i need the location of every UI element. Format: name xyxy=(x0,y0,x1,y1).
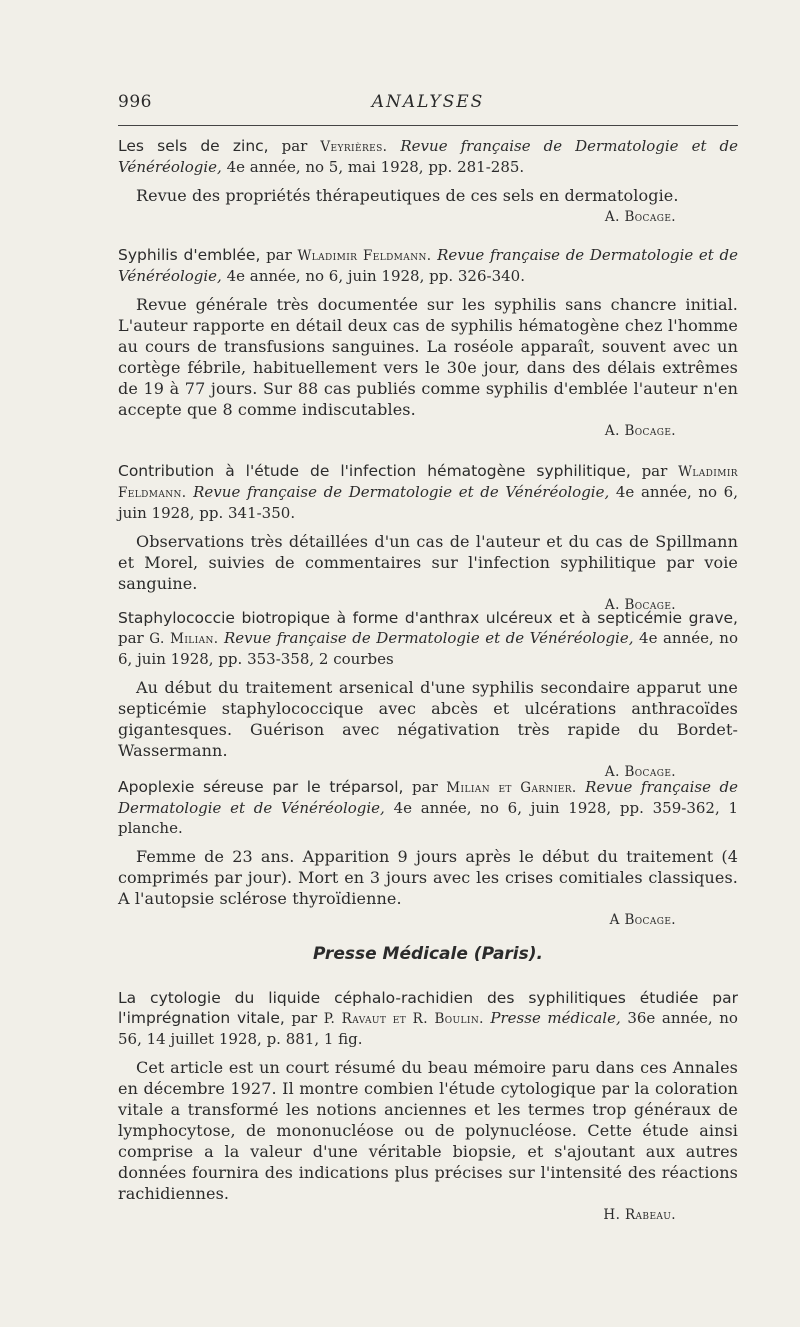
entry-body: Revue des propriétés thérapeutiques de ces sels en dermatologie. xyxy=(136,186,679,205)
abstract-entry xyxy=(118,461,738,615)
entry-author: Wladimir Feldmann. xyxy=(118,464,738,501)
entry-signature: H. Rabeau. xyxy=(603,1207,676,1223)
entry-body: Cet article est un court résumé du beau mémoire paru dans ces Annales en décembre 1927. Il montre combien l'étude cytologique par la coloration vitale a transformé les notions anciennes et les termes trop généraux de lymphocytose, de mononucléose ou de polynucléose. Cette étude ainsi comprise a la valeur d'une véritable biopsie, et s'ajoutant aux autres données fournira des indications plus précises sur l'intensité des réactions rachidiennes. xyxy=(118,1058,738,1203)
entry-body: Revue générale très documentée sur les syphilis sans chancre initial. L'auteur rapporte en détail deux cas de syphilis hématogène chez l'homme au cours de transfusions sanguines. La roséole apparaît, souvent avec un cortège fébrile, habituellement vers le 30e jour, dans des délais extrêmes de 19 à 77 jours. Sur 88 cas publiés comme syphilis d'emblée l'auteur n'en accepte que 8 comme indiscutables. xyxy=(118,295,738,419)
entry-author: P. Ravaut et R. Boulin. xyxy=(323,1011,484,1027)
entry-reference xyxy=(118,461,738,523)
entry-ref-tail: 4e année, no 6, juin 1928, pp. 326-340. xyxy=(226,267,525,285)
entry-body: Observations très détaillées d'un cas de l'auteur et du cas de Spillmann et Morel, suivies de commentaires sur l'infection syphilitique par voie sanguine. xyxy=(118,532,738,593)
entry-title: Les sels de zinc, xyxy=(118,137,269,155)
entry-ref-tail: 4e année, no 6, juin 1928, pp. 353-358, 2 courbes xyxy=(118,629,738,668)
entry-ref-tail: 4e année, no 5, mai 1928, pp. 281-285. xyxy=(226,158,525,176)
entry-signature: A. Bocage. xyxy=(604,423,676,439)
entry-reference xyxy=(118,136,738,177)
entry-body: Femme de 23 ans. Apparition 9 jours après le début du traitement (4 comprimés par jour). Mort en 3 jours avec les crises comitiales classiques. A l'autopsie sclérose thyroïdienne. xyxy=(118,847,738,908)
page-header xyxy=(118,92,738,122)
entry-reference xyxy=(118,245,738,286)
abstract-entry xyxy=(118,136,738,227)
entry-author: Veyrières. xyxy=(320,139,388,155)
entry-journal: Presse médicale, xyxy=(490,1009,621,1027)
entry-body: Au début du traitement arsenical d'une syphilis secondaire apparut une septicémie staphylococcique avec abcès et ulcérations anthracoïdes gigantesques. Guérison avec négativation très rapide du Bordet-Wassermann. xyxy=(118,678,738,760)
entry-author: G. Milian. xyxy=(149,631,219,647)
entry-title: Contribution à l'étude de l'infection hématogène syphilitique, xyxy=(118,462,631,480)
entry-signature: A. Bocage. xyxy=(604,209,676,225)
entry-journal: Revue française de Dermatologie et de Vénéréologie, xyxy=(224,629,634,647)
entry-reference xyxy=(118,608,738,669)
entry-by: par xyxy=(266,246,292,264)
entry-journal: Revue française de Dermatologie et de Vénéréologie, xyxy=(118,137,738,176)
entry-signature: A. Bocage. xyxy=(604,597,676,613)
entry-ref-tail: 36e année, no 56, 14 juillet 1928, p. 881, 1 fig. xyxy=(118,1009,738,1048)
abstract-entry xyxy=(118,608,738,782)
entry-by: par xyxy=(412,778,438,796)
entry-title: Staphylococcie biotropique à forme d'anthrax ulcéreux et à septicémie grave, xyxy=(118,609,738,627)
entry-title: Apoplexie séreuse par le tréparsol, xyxy=(118,778,404,796)
entry-journal: Revue française de Dermatologie et de Vénéréologie, xyxy=(193,483,610,501)
header-rule xyxy=(118,125,738,126)
section-heading: Presse Médicale (Paris). xyxy=(313,944,543,964)
entry-ref-tail: 4e année, no 6, juin 1928, pp. 341-350. xyxy=(118,483,738,522)
page-number: 996 xyxy=(118,92,152,112)
entry-by: par xyxy=(281,137,308,155)
entry-by: par xyxy=(118,629,144,647)
abstract-entry xyxy=(118,988,738,1225)
entry-author: Wladimir Feldmann. xyxy=(297,248,432,264)
entry-reference xyxy=(118,777,738,838)
entry-journal: Revue française de Dermatologie et de Vénéréologie, xyxy=(118,778,738,817)
entry-author: Milian et Garnier. xyxy=(446,780,577,796)
entry-signature: A Bocage. xyxy=(609,912,676,928)
entry-by: par xyxy=(641,462,668,480)
entry-title: Syphilis d'emblée, xyxy=(118,246,261,264)
entry-signature: A. Bocage. xyxy=(604,764,676,780)
abstract-entry xyxy=(118,245,738,441)
entry-journal: Revue française de Dermatologie et de Vénéréologie, xyxy=(118,246,738,285)
entry-reference xyxy=(118,988,738,1049)
entry-by: par xyxy=(291,1009,318,1027)
abstract-entry xyxy=(118,777,738,930)
running-head: ANALYSES xyxy=(371,92,485,112)
entry-ref-tail: 4e année, no 6, juin 1928, pp. 359-362, 1 planche. xyxy=(118,799,738,837)
entry-title: La cytologie du liquide céphalo-rachidien des syphilitiques étudiée par l'imprégnation vitale, xyxy=(118,989,738,1027)
